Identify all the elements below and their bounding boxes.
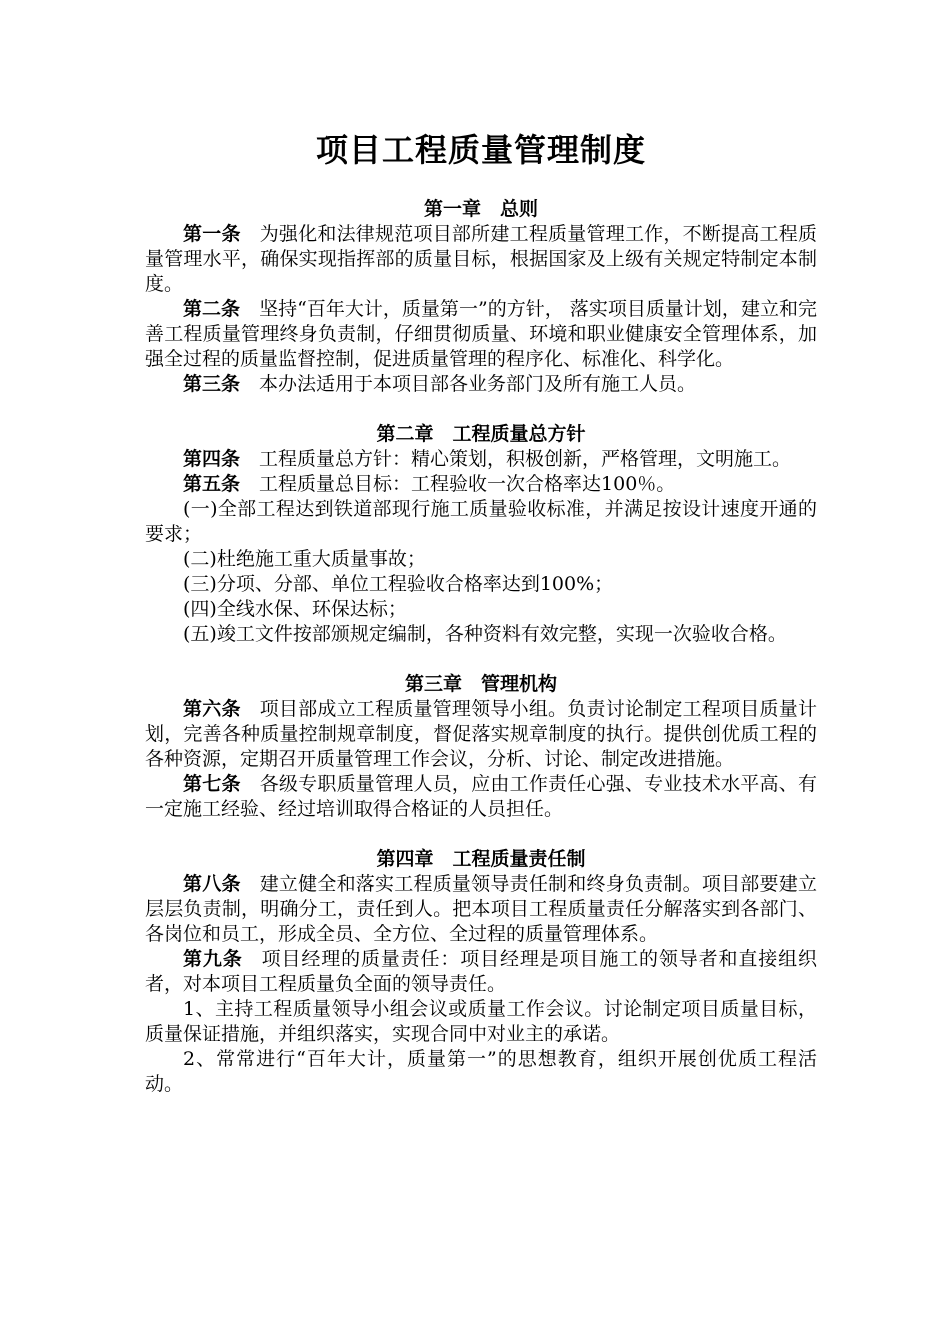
article-paragraph <box>145 447 817 472</box>
article-text: (一)全部工程达到铁道部现行施工质量验收标准，并满足按设计速度开通的要求； <box>145 498 817 545</box>
article-label: 第三条 <box>183 373 241 395</box>
article-text: 工程质量总目标：工程验收一次合格率达100％。 <box>259 473 676 495</box>
article-text: 项目经理的质量责任：项目经理是项目施工的领导者和直接组织者，对本项目工程质量负全面的领导责任。 <box>145 948 817 995</box>
article-text: 2、常常进行“百年大计，质量第一”的思想教育，组织开展创优质工程活动。 <box>145 1048 817 1095</box>
article-label: 第四条 <box>183 448 241 470</box>
list-item-paragraph <box>145 572 817 597</box>
chapter-heading: 第二章 工程质量总方针 <box>376 423 586 445</box>
article-text: (二)杜绝施工重大质量事故； <box>183 548 426 570</box>
chapters-container <box>145 197 817 1097</box>
article-paragraph <box>145 472 817 497</box>
list-item-paragraph <box>145 1047 817 1097</box>
document-title: 项目工程质量管理制度 <box>315 131 646 169</box>
article-text: (五)竣工文件按部颁规定编制，各种资料有效完整，实现一次验收合格。 <box>183 623 787 645</box>
article-text: 1、主持工程质量领导小组会议或质量工作会议。讨论制定项目质量目标，质量保证措施，并组织落实，实现合同中对业主的承诺。 <box>145 998 817 1045</box>
list-item-paragraph <box>145 597 817 622</box>
article-text: (三)分项、分部、单位工程验收合格率达到100%； <box>183 573 614 595</box>
chapter-heading: 第三章 管理机构 <box>404 673 557 695</box>
chapter-section <box>145 672 817 822</box>
article-text: 建立健全和落实工程质量领导责任制和终身负责制。项目部要建立层层负责制，明确分工，责任到人。把本项目工程质量责任分解落实到各部门、各岗位和员工，形成全员、全方位、全过程的质量管理体系。 <box>145 873 817 945</box>
article-text: 本办法适用于本项目部各业务部门及所有施工人员。 <box>259 373 697 395</box>
chapter-heading: 第四章 工程质量责任制 <box>376 848 586 870</box>
document-page <box>145 126 817 1097</box>
article-label: 第八条 <box>183 873 241 895</box>
article-paragraph <box>145 222 817 297</box>
chapter-section <box>145 847 817 1097</box>
article-label: 第一条 <box>183 223 241 245</box>
article-text: 各级专职质量管理人员，应由工作责任心强、专业技术水平高、有一定施工经验、经过培训取得合格证的人员担任。 <box>145 773 817 820</box>
article-paragraph <box>145 697 817 772</box>
article-text: (四)全线水保、环保达标； <box>183 598 407 620</box>
article-paragraph <box>145 372 817 397</box>
article-paragraph <box>145 297 817 372</box>
list-item-paragraph <box>145 997 817 1047</box>
chapter-section <box>145 422 817 647</box>
list-item-paragraph <box>145 547 817 572</box>
article-label: 第二条 <box>183 298 241 320</box>
article-paragraph <box>145 872 817 947</box>
chapter-section <box>145 197 817 397</box>
article-label: 第七条 <box>183 773 241 795</box>
article-text: 项目部成立工程质量管理领导小组。负责讨论制定工程项目质量计划，完善各种质量控制规章制度，督促落实规章制度的执行。提供创优质工程的各种资源，定期召开质量管理工作会议，分析、讨论、制定改进措施。 <box>145 698 817 770</box>
article-text: 为强化和法律规范项目部所建工程质量管理工作，不断提高工程质量管理水平，确保实现指挥部的质量目标，根据国家及上级有关规定特制定本制度。 <box>145 223 817 295</box>
list-item-paragraph <box>145 497 817 547</box>
article-paragraph <box>145 947 817 997</box>
list-item-paragraph <box>145 622 817 647</box>
article-label: 第六条 <box>183 698 241 720</box>
article-paragraph <box>145 772 817 822</box>
article-text: 工程质量总方针：精心策划，积极创新，严格管理，文明施工。 <box>259 448 792 470</box>
chapter-heading: 第一章 总则 <box>423 198 538 220</box>
article-label: 第五条 <box>183 473 241 495</box>
article-text: 坚持“百年大计，质量第一”的方针， 落实项目质量计划，建立和完善工程质量管理终身负责制，仔细贯彻质量、环境和职业健康安全管理体系，加强全过程的质量监督控制，促进质量管理的程序化、标准化、科学化。 <box>145 298 817 370</box>
article-label: 第九条 <box>183 948 243 970</box>
